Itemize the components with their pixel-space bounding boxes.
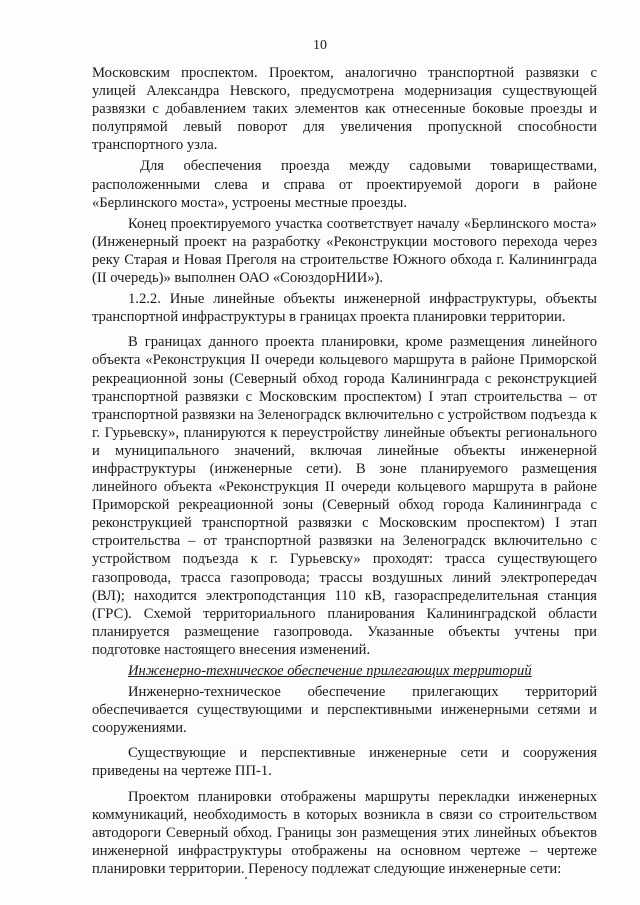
paragraph-intro: Московским проспектом. Проектом, аналогично транспортной развязки с улицей Александра Невского, предусмотрена модернизация существующей развязки с добавлением таких элементов как отнесенные боковые проезды и полупрямой левый поворот для увеличения пропускной способности транспортного узла.	[92, 65, 597, 154]
paragraph-relocation: Проектом планировки отображены маршруты перекладки инженерных коммуникаций, необходимость в которых возникла в связи со строительством автодороги Северный обход. Границы зон размещения этих линейных объектов инженерной инфраструктуры отображены на основном чертеже – чертеже планировки территории. Переносу подлежат следующие инженерные сети:	[92, 788, 597, 877]
paragraph-section-end: Конец проектируемого участка соответствует началу «Берлинского моста» (Инженерный проект на разработку «Реконструкции мостового перехода через реку Старая и Новая Преголя на строительстве Южного обхода г. Калининграда (II очередь)» выполнен ОАО «СоюздорНИИ»).	[92, 215, 597, 287]
subheading-engineering-support: Инженерно-техническое обеспечение прилегающих территорий	[128, 663, 532, 679]
scan-speck	[245, 877, 247, 879]
paragraph-linear-objects: В границах данного проекта планировки, кроме размещения линейного объекта «Реконструкция II очереди кольцевого маршрута в районе Приморской рекреационной зоны (Северный обход города Калининграда с реконструкцией транспортной развязки с Московским проспектом) I этап строительства – от транспортной развязки на Зеленоградск включительно с устройством подъезда к г. Гурьевску», планируются к переустройству линейные объекты регионального и муниципального значений, включая линейные объекты инженерной инфраструктуры (инженерные сети). В зоне планируемого размещения линейного объекта «Реконструкция II очереди кольцевого маршрута в районе Приморской рекреационной зоны (Северный обход города Калининграда с реконструкцией транспортной развязки с Московским проспектом) I этап строительства – от транспортной развязки на Зеленоградск включительно с устройством подъезда к г. Гурьевску» проходят: трасса существующего газопровода, трасса газопровода; трассы воздушных линий электропередач (ВЛ); находится электроподстанция 110 кВ, газораспределительная станция (ГРС). Схемой территориального планирования Калининградской области планируется размещение газопровода. Указанные объекты учтены при подготовке настоящего внесения изменений.	[92, 334, 597, 658]
paragraph-networks-drawing: Существующие и перспективные инженерные сети и сооружения приведены на чертеже ПП-1.	[92, 745, 597, 780]
paragraph-engineering-support: Инженерно-техническое обеспечение прилегающих территорий обеспечивается существующими и перспективными инженерными сетями и сооружениями.	[92, 684, 597, 737]
document-body	[92, 64, 597, 878]
page-number: 10	[313, 38, 327, 53]
paragraph-local-roads: Для обеспечения проезда между садовыми товариществами, расположенными слева и справа от проектируемой дороги в районе «Берлинского моста», устроены местные проезды.	[92, 158, 597, 211]
section-heading-1-2-2: 1.2.2. Иные линейные объекты инженерной инфраструктуры, объекты транспортной инфраструктуры в границах проекта планировки территории.	[92, 291, 597, 326]
